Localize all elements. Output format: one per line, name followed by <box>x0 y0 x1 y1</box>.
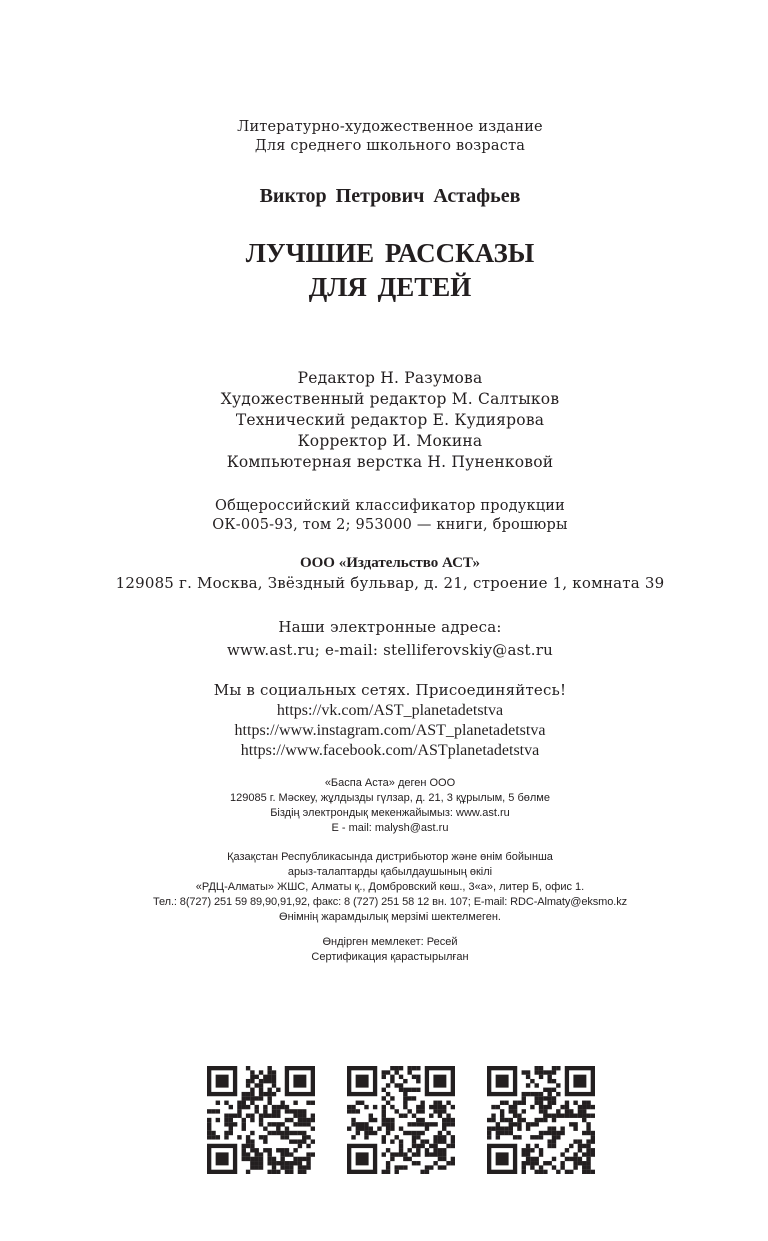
qr-code-vk <box>207 1066 315 1174</box>
credit-editor: Редактор Н. Разумова <box>297 369 483 387</box>
qr-code-facebook <box>487 1066 595 1174</box>
kz-publisher-line: Біздің электрондық мекенжайымыз: www.ast.ru <box>270 807 510 819</box>
social-link-vk[interactable]: https://vk.com/AST_planetadetstva <box>276 702 504 719</box>
kz-distributor-line: Қазақстан Республикасында дистрибьютор және өнім бойынша <box>227 851 553 863</box>
book-title-line-2: ДЛЯ ДЕТЕЙ <box>308 272 472 302</box>
credit-proofreader: Корректор И. Мокина <box>297 432 483 450</box>
credit-tech-editor: Технический редактор Е. Кудиярова <box>235 411 545 429</box>
kz-publisher-line: E - mail: malysh@ast.ru <box>331 822 449 834</box>
kz-publisher-line: «Баспа Аста» деген ООО <box>324 777 456 789</box>
genre-line: Литературно-художественное издание <box>237 119 543 135</box>
web-addresses: www.ast.ru; e-mail: stelliferovskiy@ast.ru <box>227 641 553 659</box>
kz-distributor-line: Өнімнің жарамдылық мерзімі шектелмеген. <box>279 911 501 923</box>
kz-origin-line: Өндірген мемлекет: Ресей <box>322 936 458 948</box>
web-label: Наши электронные адреса: <box>278 618 502 636</box>
kz-publisher-line: 129085 г. Мәскеу, жұлдызды гүлзар, д. 21, 3 құрылым, 5 бөлме <box>230 792 550 804</box>
social-label: Мы в социальных сетях. Присоединяйтесь! <box>213 681 567 699</box>
social-link-facebook[interactable]: https://www.facebook.com/ASTplanetadetstva <box>240 742 540 759</box>
credit-art-editor: Художественный редактор М. Салтыков <box>220 390 560 408</box>
kz-distributor-line: Тел.: 8(727) 251 59 89,90,91,92, факс: 8 (727) 251 58 12 вн. 107; E-mail: RDC-Almaty@eksmo.kz <box>152 896 628 908</box>
qr-code-instagram <box>347 1066 455 1174</box>
age-line: Для среднего школьного возраста <box>254 138 526 154</box>
book-title-line-1: ЛУЧШИЕ РАССКАЗЫ <box>245 238 535 268</box>
author-name: Виктор Петрович Астафьев <box>259 185 521 207</box>
kz-origin-line: Сертификация қарастырылған <box>311 951 469 963</box>
social-link-instagram[interactable]: https://www.instagram.com/AST_planetadetstva <box>234 722 546 739</box>
kz-distributor-line: арыз-талаптарды қабылдаушының өкілі <box>287 866 493 878</box>
classifier-line-2: ОК-005-93, том 2; 953000 — книги, брошюры <box>212 517 568 533</box>
publisher-address: 129085 г. Москва, Звёздный бульвар, д. 21, строение 1, комната 39 <box>115 574 665 592</box>
classifier-line-1: Общероссийский классификатор продукции <box>214 498 566 514</box>
kz-distributor-line: «РДЦ-Алматы» ЖШС, Алматы қ., Домбровский көш., 3«а», литер Б, офис 1. <box>195 881 585 893</box>
credit-layout: Компьютерная верстка Н. Пуненковой <box>226 453 554 471</box>
publisher-name: ООО «Издательство АСТ» <box>299 555 481 571</box>
